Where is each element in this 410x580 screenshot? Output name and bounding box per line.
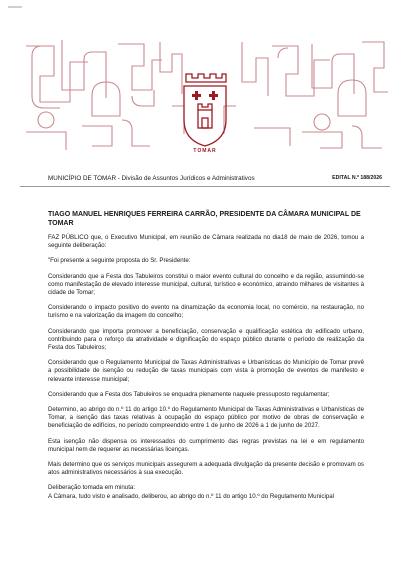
department-name: - Divisão de Assuntos Jurídicos e Administrativos — [116, 175, 255, 182]
paragraph: Considerando que a Festa dos Tabuleiros constitui o maior evento cultural do concelho e da região, assumindo-se como manifestação de elevado interesse municipal, cultural, turístico e económico, atraindo milhares de visitantes à cidade de Tomar; — [48, 272, 364, 297]
corner-mark — [8, 6, 22, 8]
paragraph: Determino, ao abrigo do n.º 11 do artigo 10.º do Regulamento Municipal de Taxas Administrativas e Urbanísticas de Tomar, a isenção das taxas relativas à ocupação do espaço público por motivo de obras de conservação e beneficiação de edifícios, no período compreendido entre 1 de junho de 2026 a 1 de junho de 2027. — [48, 406, 364, 430]
deliberation-text: A Câmara, tudo visto e analisado, deliberou, ao abrigo do n.º 11 do artigo 10.º do Regulamento Municipal — [48, 492, 334, 500]
municipality-name: MUNICÍPIO DE TOMAR — [48, 175, 116, 182]
deliberation-heading: Deliberação tomada em minuta: — [48, 484, 136, 492]
document-body — [48, 210, 364, 501]
paragraph: Mais determino que os serviços municipais assegurem a adequada divulgação da presente decisão e promovam os atos administrativos necessários à sua execução. — [48, 461, 364, 477]
paragraph: Esta isenção não dispensa os interessados do cumprimento das regras previstas na lei e em regulamento municipal nem de requerer as necessárias licenças. — [48, 437, 364, 453]
department-line — [48, 175, 255, 182]
paragraph: "Foi presente a seguinte proposta do Sr. Presidente: — [48, 257, 191, 265]
paragraph: Considerando o impacto positivo do evento na dinamização da economia local, no comércio, na restauração, no turismo e na valorização da imagem do concelho; — [48, 304, 364, 320]
paragraph: Considerando que importa promover a beneficiação, conservação e qualificação estética do edificado urbano, contribuindo para o reforço da atratividade e dignificação do espaço público durante o período de realização da Festa dos Tabuleiros; — [48, 327, 364, 352]
edital-number: EDITAL N.º 188/2026 — [332, 175, 382, 181]
crest-city-label: TOMAR — [193, 148, 217, 154]
paragraph: Considerando que a Festa dos Tabuleiros se enquadra plenamente naquele pressuposto regulamentar; — [48, 390, 330, 398]
header-divider — [20, 186, 390, 187]
paragraph: Considerando que o Regulamento Municipal de Taxas Administrativas e Urbanísticas do Município de Tomar prevê a possibilidade de isenção ou redução de taxas municipais com vista à promoção de eventos de manifesto e relevante interesse municipal; — [48, 359, 364, 383]
paragraph: FAZ PÚBLICO que, o Executivo Municipal, em reunião de Câmara realizada no dia18 de maio de 2026, tomou a seguinte deliberação: — [48, 234, 364, 250]
document-title: TIAGO MANUEL HENRIQUES FERREIRA CARRÃO, PRESIDENTE DA CÂMARA MUNICIPAL DE TOMAR — [48, 211, 361, 227]
municipal-coat-of-arms — [176, 64, 234, 154]
document-header — [20, 175, 390, 183]
